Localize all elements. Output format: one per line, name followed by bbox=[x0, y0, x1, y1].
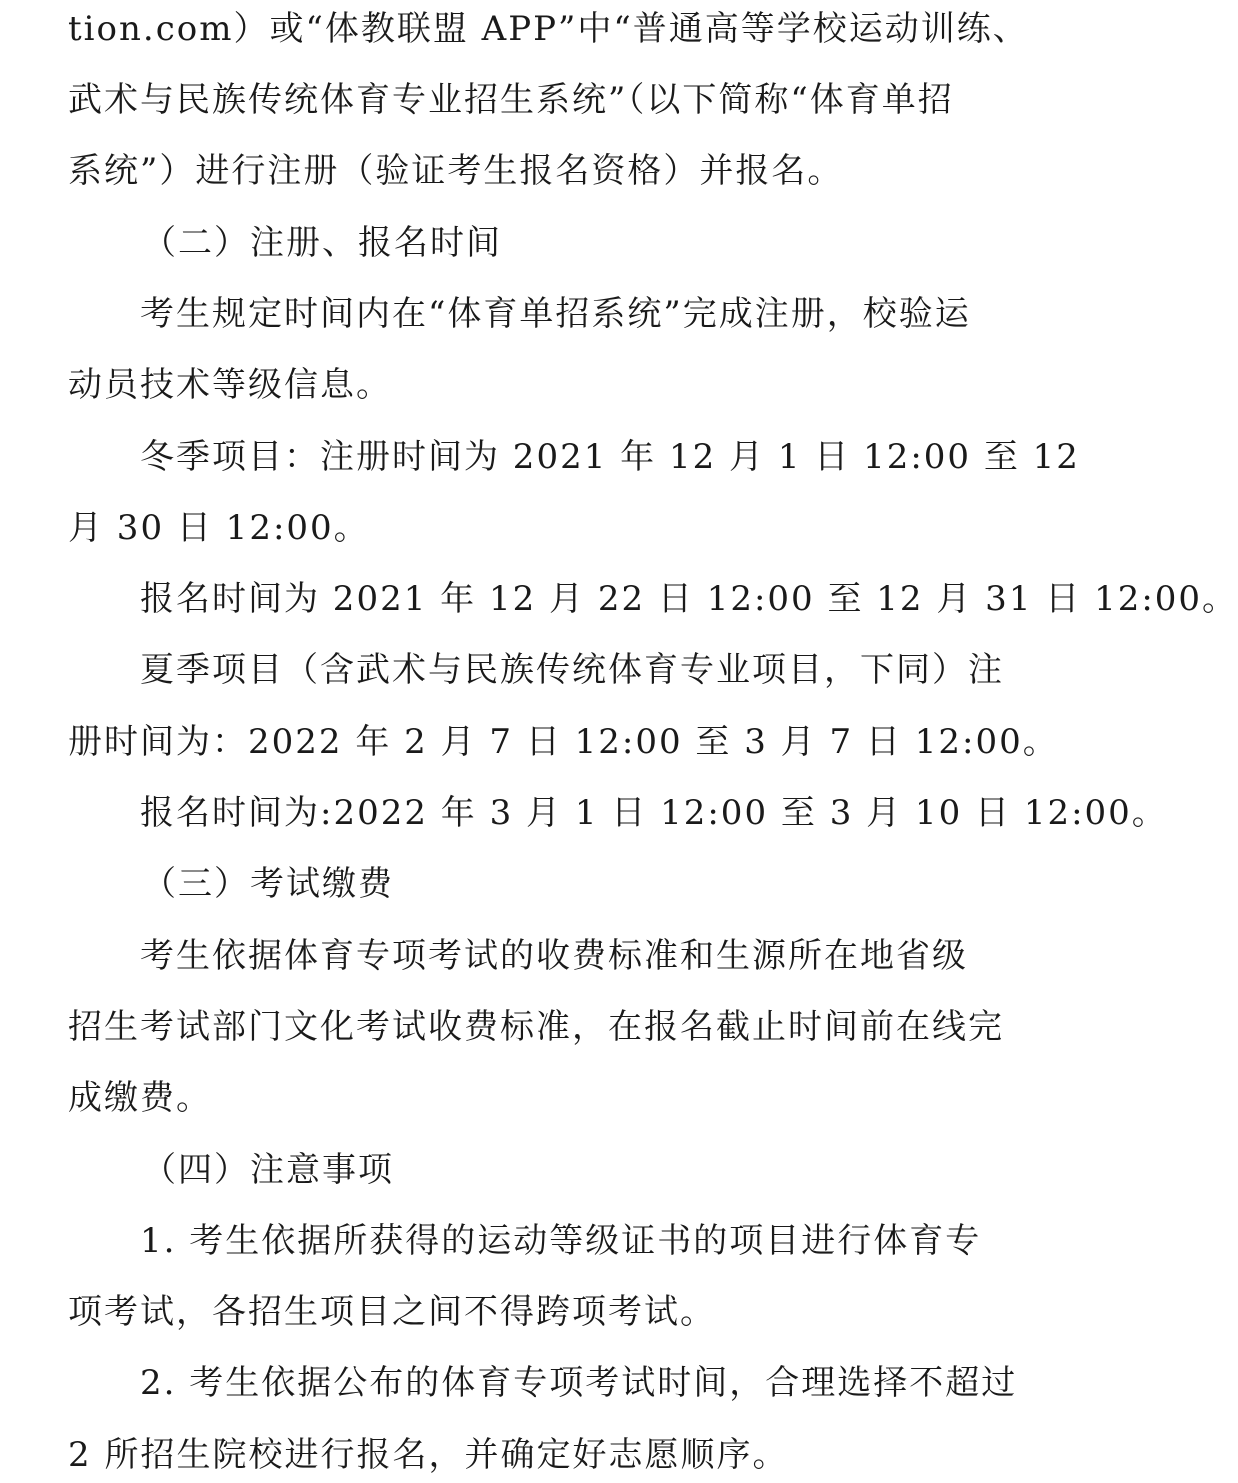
fee-paragraph-line-2: 招生考试部门文化考试收费标准，在报名截止时间前在线完 bbox=[68, 1007, 1004, 1047]
winter-signup-line: 报名时间为 2021 年 12 月 22 日 12:00 至 12 月 31 日 12:00。 bbox=[140, 579, 1238, 619]
paragraph-line-6: 动员技术等级信息。 bbox=[68, 365, 392, 405]
section-heading-notes: （四）注意事项 bbox=[142, 1150, 394, 1190]
section-heading-exam-fee: （三）考试缴费 bbox=[142, 864, 394, 904]
summer-registration-line-2: 册时间为：2022 年 2 月 7 日 12:00 至 3 月 7 日 12:00。 bbox=[68, 722, 1059, 762]
paragraph-line-5: 考生规定时间内在“体育单招系统”完成注册，校验运 bbox=[140, 294, 971, 334]
paragraph-line-1: tion.com）或“体教联盟 APP”中“普通高等学校运动训练、 bbox=[68, 9, 1029, 49]
note-1-line-2: 项考试，各招生项目之间不得跨项考试。 bbox=[68, 1292, 716, 1332]
paragraph-line-2: 武术与民族传统体育专业招生系统”（以下简称“体育单招 bbox=[68, 80, 954, 120]
summer-registration-line-1: 夏季项目（含武术与民族传统体育专业项目，下同）注 bbox=[140, 650, 1004, 690]
paragraph-line-3: 系统”）进行注册（验证考生报名资格）并报名。 bbox=[68, 151, 844, 191]
fee-paragraph-line-1: 考生依据体育专项考试的收费标准和生源所在地省级 bbox=[140, 936, 968, 976]
note-2-line-2: 2 所招生院校进行报名，并确定好志愿顺序。 bbox=[68, 1435, 789, 1475]
winter-registration-line-2: 月 30 日 12:00。 bbox=[68, 508, 370, 548]
winter-registration-line-1: 冬季项目：注册时间为 2021 年 12 月 1 日 12:00 至 12 bbox=[140, 437, 1080, 477]
section-heading-registration-time: （二）注册、报名时间 bbox=[142, 223, 502, 263]
fee-paragraph-line-3: 成缴费。 bbox=[68, 1078, 212, 1118]
note-1-line-1: 1. 考生依据所获得的运动等级证书的项目进行体育专 bbox=[140, 1221, 982, 1261]
note-2-line-1: 2. 考生依据公布的体育专项考试时间，合理选择不超过 bbox=[140, 1363, 1018, 1403]
summer-signup-line: 报名时间为:2022 年 3 月 1 日 12:00 至 3 月 10 日 12:00。 bbox=[140, 793, 1168, 833]
